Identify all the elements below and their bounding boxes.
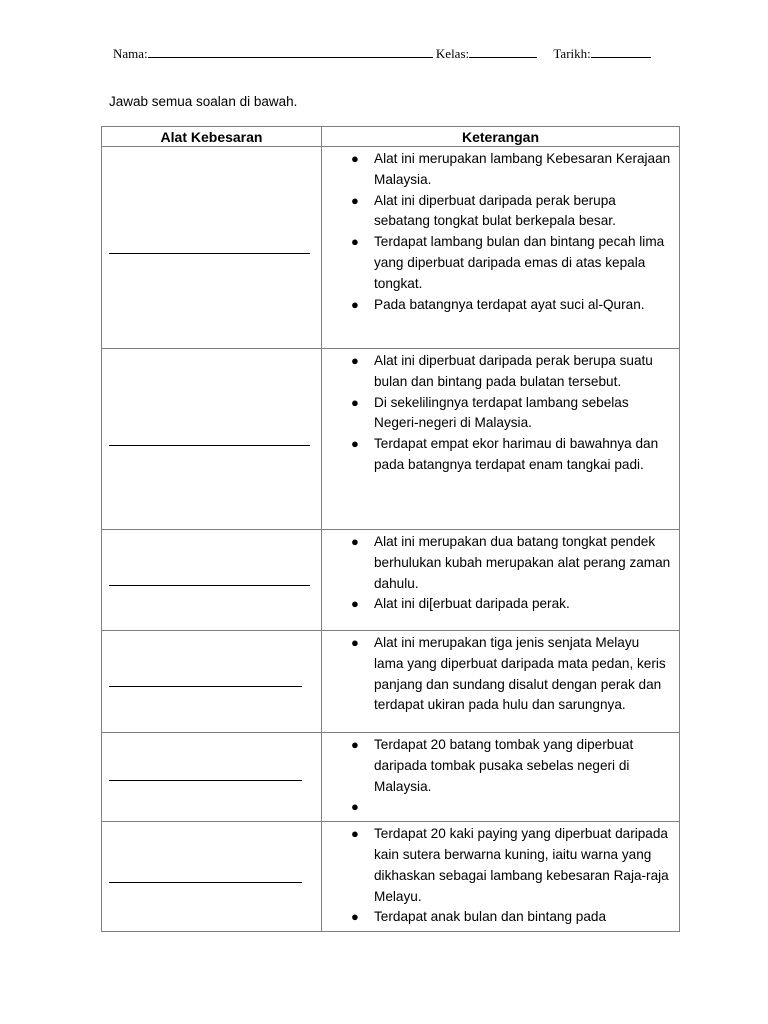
answer-cell[interactable] — [102, 733, 322, 822]
list-item: ● Terdapat empat ekor harimau di bawahnya dan pada batangnya terdapat enam tangkai padi. — [351, 436, 659, 472]
answer-cell[interactable] — [102, 530, 322, 631]
table-header-row — [102, 127, 680, 147]
list-item: ● Alat ini merupakan tiga jenis senjata Melayu lama yang diperbuat daripada mata pedan, keris panjang dan sundang disalut dengan perak dan terdapat ukiran pada hulu dan sarungnya. — [351, 635, 666, 713]
list-item: ● Terdapat 20 batang tombak yang diperbuat daripada tombak pusaka sebelas negeri di Malaysia. — [351, 737, 634, 794]
list-item: ● Di sekelilingnya terdapat lambang sebelas Negeri-negeri di Malaysia. — [351, 394, 629, 431]
list-item — [322, 797, 671, 818]
answer-cell[interactable] — [102, 349, 322, 530]
answer-cell[interactable] — [102, 631, 322, 733]
table-row — [102, 147, 680, 349]
col-header-keterangan: Keterangan — [322, 127, 680, 147]
bullet-icon: ● — [351, 353, 359, 368]
bullet-icon: ● — [351, 394, 359, 410]
list-item: ● Pada batangnya terdapat ayat suci al-Quran. — [322, 295, 671, 316]
description-cell — [322, 631, 680, 733]
bullet-icon: ● — [351, 799, 359, 815]
bullet-icon: ● — [351, 909, 359, 925]
answer-line[interactable] — [109, 882, 302, 883]
description-cell — [322, 147, 680, 349]
list-item: ● Terdapat lambang bulan dan bintang pecah lima yang diperbuat daripada emas di atas kepala tongkat. — [351, 234, 665, 291]
kelas-blank[interactable] — [469, 46, 537, 58]
bullet-icon: ● — [351, 436, 359, 452]
description-cell — [322, 733, 680, 822]
list-item: ● Terdapat anak bulan dan bintang pada — [322, 907, 671, 928]
list-item: ● Alat ini diperbuat daripada perak berupa sebatang tongkat bulat berkepala besar. — [351, 192, 616, 229]
list-item: ● Alat ini merupakan lambang Kebesaran Kerajaan Malaysia. — [351, 151, 671, 187]
table-row — [102, 822, 680, 932]
answer-line[interactable] — [109, 253, 310, 254]
table-row — [102, 530, 680, 631]
kelas-label: Kelas: — [435, 46, 470, 61]
list-item: ● Alat ini di[erbuat daripada perak. — [322, 594, 671, 615]
bullet-icon: ● — [351, 534, 359, 549]
table-row — [102, 349, 680, 530]
list-item: ● Alat ini diperbuat daripada perak berupa suatu bulan dan bintang pada bulatan tersebut. — [351, 353, 653, 389]
answer-line[interactable] — [109, 780, 302, 781]
table-row — [102, 733, 680, 822]
bullet-icon: ● — [351, 596, 359, 612]
bullet-icon: ● — [351, 826, 359, 842]
answer-cell[interactable] — [102, 822, 322, 932]
bullet-icon: ● — [351, 192, 359, 208]
col-header-alat-kebesaran: Alat Kebesaran — [102, 127, 322, 147]
list-item: ● Terdapat 20 kaki paying yang diperbuat daripada kain sutera berwarna kuning, iaitu warna yang dikhaskan sebagai lambang kebesaran Raja-raja Melayu. — [351, 826, 669, 904]
nama-label: Nama: — [113, 46, 148, 61]
tarikh-label: Tarikh: — [553, 46, 591, 61]
instruction-text: Jawab semua soalan di bawah. — [109, 94, 298, 109]
worksheet-header — [113, 46, 651, 62]
nama-blank[interactable] — [148, 46, 433, 58]
answer-cell[interactable] — [102, 147, 322, 349]
answer-line[interactable] — [109, 686, 302, 687]
tarikh-blank[interactable] — [591, 46, 651, 58]
answer-line[interactable] — [109, 445, 310, 446]
description-cell — [322, 530, 680, 631]
bullet-icon: ● — [351, 737, 359, 752]
description-cell — [322, 349, 680, 530]
bullet-icon: ● — [351, 296, 359, 312]
answer-line[interactable] — [109, 585, 310, 586]
description-cell — [322, 822, 680, 932]
bullet-icon: ● — [351, 234, 359, 250]
question-table — [101, 126, 680, 932]
bullet-icon: ● — [351, 151, 359, 166]
list-item: ● Alat ini merupakan dua batang tongkat pendek berhulukan kubah merupakan alat perang zaman dahulu. — [351, 534, 671, 591]
bullet-icon: ● — [351, 635, 359, 650]
table-row — [102, 631, 680, 733]
